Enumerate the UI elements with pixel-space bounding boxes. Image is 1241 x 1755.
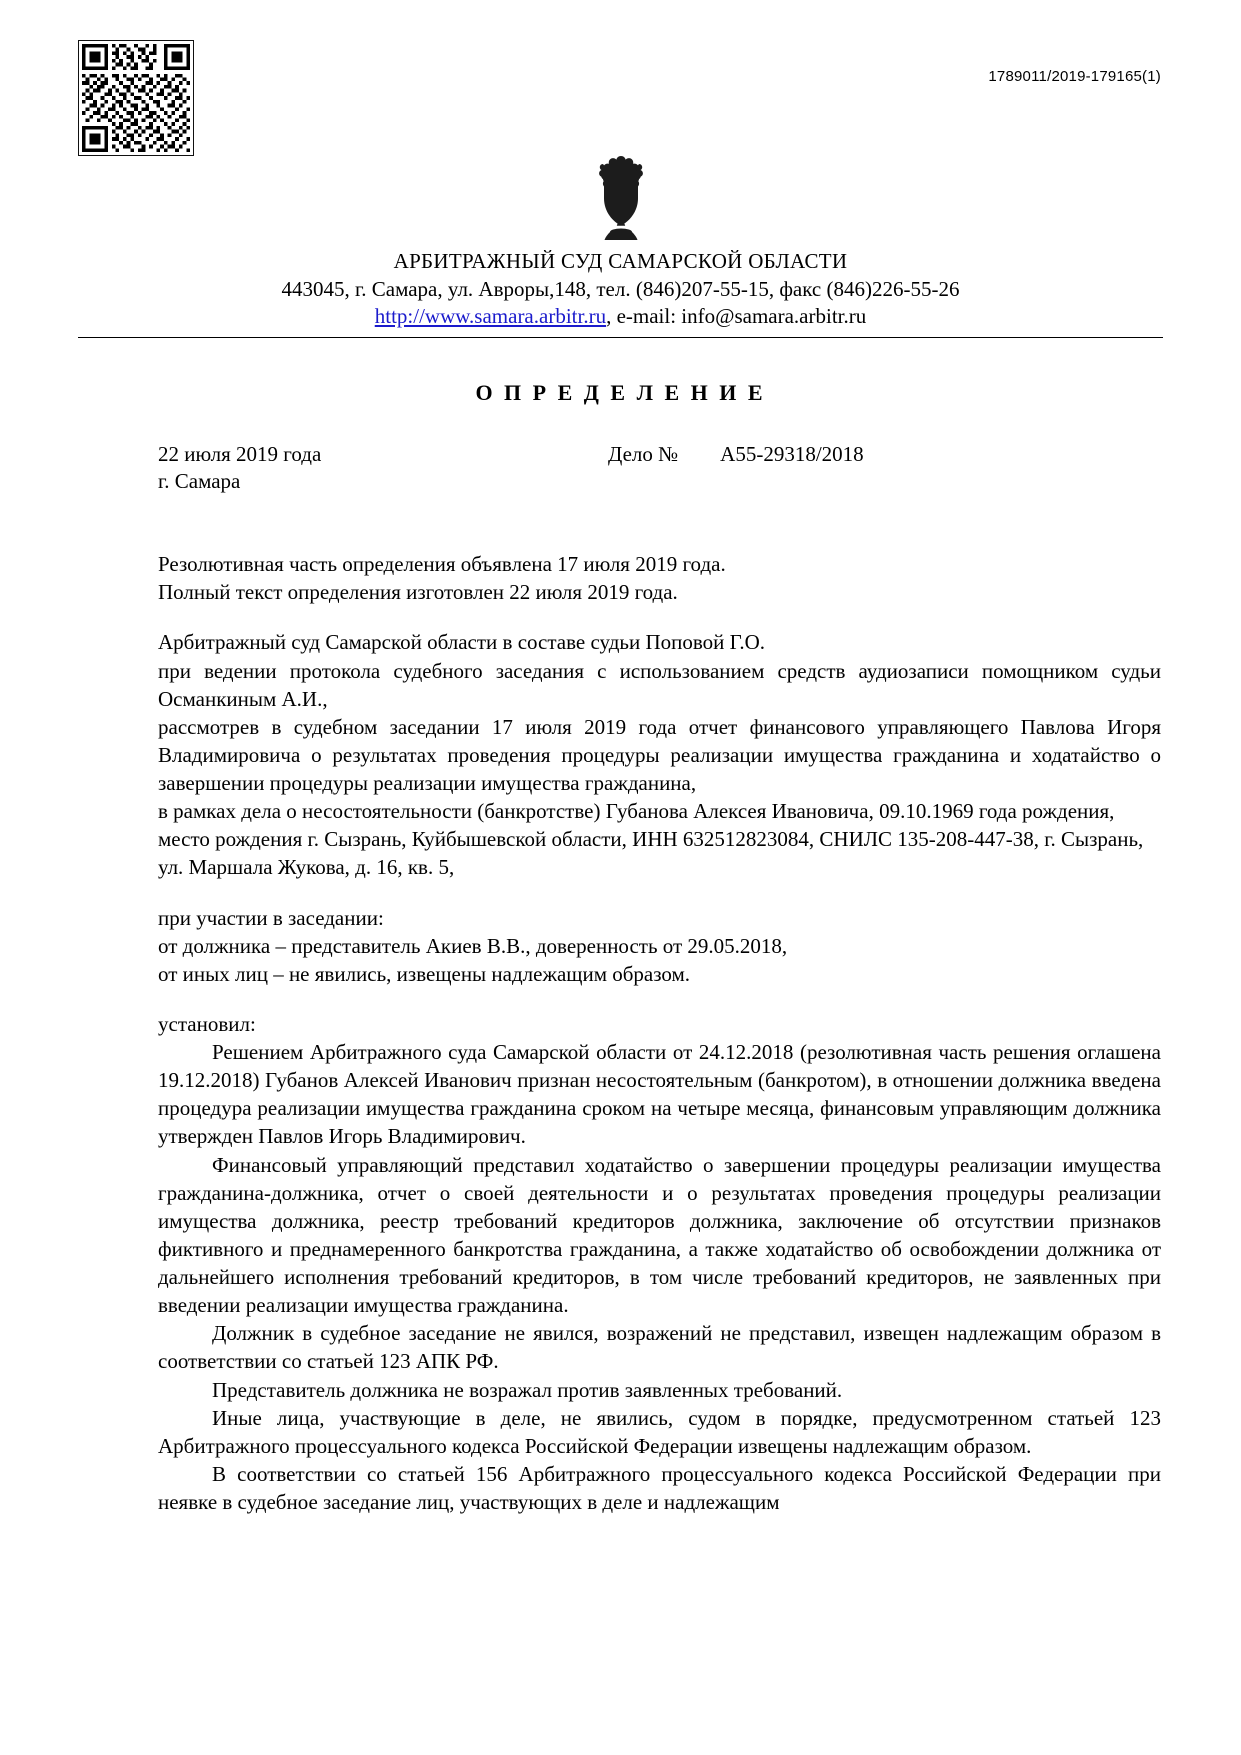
resolution-announced-line: Резолютивная часть определения объявлена 17 июля 2019 года. xyxy=(158,552,726,577)
case-number-label: Дело № xyxy=(608,442,679,467)
page-title: О П Р Е Д Е Л Е Н И Е xyxy=(475,380,766,406)
court-contacts xyxy=(78,303,1163,331)
court-name: АРБИТРАЖНЫЙ СУД САМАРСКОЙ ОБЛАСТИ xyxy=(393,249,848,273)
court-website-link[interactable]: http://www.samara.arbitr.ru xyxy=(374,304,607,329)
established-paragraph: Должник в судебное заседание не явился, возражений не представил, извещен надлежащим образом в соответствии со статьей 123 АПК РФ. xyxy=(158,1321,1161,1374)
established-paragraph: Иные лица, участвующие в деле, не явились, судом в порядке, предусмотренном статьей 123 Арбитражного процессуального кодекса Российской Федерации извещены надлежащим образом. xyxy=(158,1405,1161,1458)
document-code: 1789011/2019-179165(1) xyxy=(988,68,1161,85)
document-body xyxy=(78,528,1163,1516)
document-header xyxy=(78,40,1163,170)
court-email-label: , e-mail: xyxy=(606,304,682,329)
participant-debtor: от должника – представитель Акиев В.В., доверенность от 29.05.2018, xyxy=(158,933,788,958)
full-text-line: Полный текст определения изготовлен 22 июля 2019 года. xyxy=(158,580,678,605)
established-heading: установил: xyxy=(158,1011,256,1036)
header-divider xyxy=(78,337,1163,338)
case-number: А55-29318/2018 xyxy=(720,442,864,467)
judge-line: Арбитражный суд Самарской области в составе судьи Поповой Г.О. xyxy=(158,630,766,655)
participant-others: от иных лиц – не явились, извещены надлежащим образом. xyxy=(158,961,691,986)
participants-heading: при участии в заседании: xyxy=(158,905,384,930)
established-paragraph: В соответствии со статьей 156 Арбитражного процессуального кодекса Российской Федерации при неявке в судебное заседание лиц, участвующих в деле и надлежащим xyxy=(158,1461,1161,1515)
established-paragraph: Решением Арбитражного суда Самарской области от 24.12.2018 (резолютивная часть решения оглашена 19.12.2018) Губанов Алексей Иванович признан несостоятельным (банкротом), в отношении должника введена процедура реализации имущества гражданина сроком на четыре месяца, финансовым управляющим должника утвержден Павлов Игорь Владимирович. xyxy=(158,1040,1161,1149)
court-address: 443045, г. Самара, ул. Авроры,148, тел. (846)207-55-15, факс (846)226-55-26 xyxy=(281,276,960,301)
debtor-line: в рамках дела о несостоятельности (банкротстве) Губанова Алексея Ивановича, 09.10.1969 года рождения, место рождения г. Сызрань, Куйбышевской области, ИНН 632512823084, СНИЛС 135-208-447-38, г. Сызрань, ул. Маршала Жукова, д. 16, кв. 5, xyxy=(158,799,1144,880)
established-paragraph: Финансовый управляющий представил ходатайство о завершении процедуры реализации имущества гражданина-должника, отчет о своей деятельности и о результатах проведения процедуры реализации имущества должника, реестр требований кредиторов должника, заключение об отсутствии признаков фиктивного и преднамеренного банкротства гражданина, а также ходатайство об освобождении должника от дальнейшего исполнения требований кредиторов, в том числе требований кредиторов, не заявленных при введении реализации имущества гражданина. xyxy=(158,1152,1161,1318)
participants-block xyxy=(158,904,1161,988)
city: г. Самара xyxy=(158,469,241,494)
subject-line: рассмотрев в судебном заседании 17 июля 2019 года отчет финансового управляющего Павлова Игоря Владимировича о результатах проведения процедуры реализации имущества гражданина и ходатайство о завершении процедуры реализации имущества гражданина, xyxy=(158,714,1161,796)
composition-block xyxy=(158,628,1161,881)
document-meta xyxy=(78,442,1163,494)
decision-date: 22 июля 2019 года xyxy=(158,442,322,467)
court-identification xyxy=(78,248,1163,331)
qr-code-icon xyxy=(78,40,194,156)
protocol-line: при ведении протокола судебного заседания с использованием средств аудиозаписи помощником судьи Османкиным А.И., xyxy=(158,658,1161,711)
established-paragraph: Представитель должника не возражал против заявленных требований. xyxy=(212,1377,843,1402)
court-email: info@samara.arbitr.ru xyxy=(681,304,867,329)
